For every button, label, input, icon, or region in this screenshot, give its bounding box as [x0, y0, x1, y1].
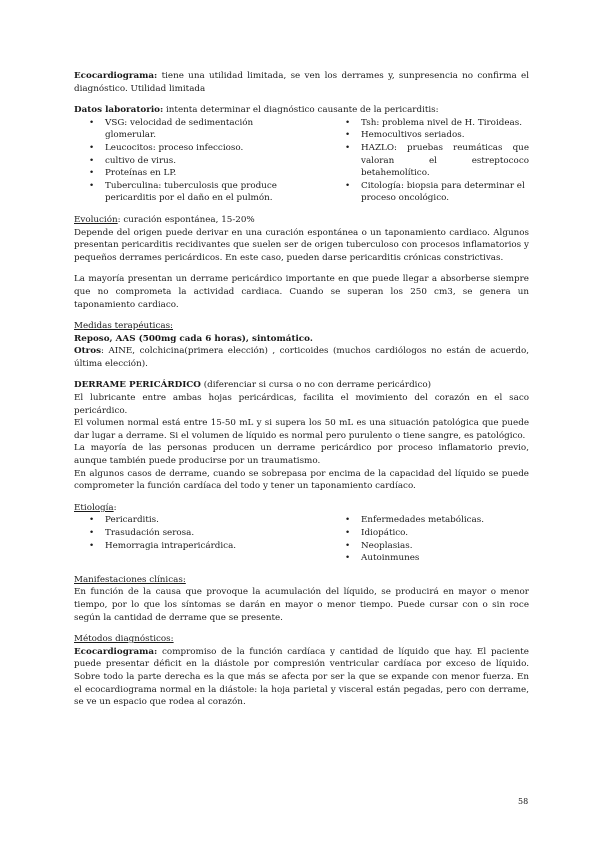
list-item: • Citología: biopsia para determinar el proceso oncológico. — [341, 180, 529, 205]
ecocardiograma-text: tiene una utilidad limitada, se ven los derrames y, sunpresencia no confirma el diagnóstico. Utilidad limitada — [74, 71, 529, 94]
metodos-eco-label: Ecocardiograma: — [74, 646, 158, 657]
evolucion-heading: Evolución — [74, 214, 118, 225]
etiologia-heading: Etiología — [74, 502, 114, 513]
etiologia-columns — [74, 514, 529, 564]
medidas-terapeuticas-section — [74, 320, 529, 370]
datos-laboratorio-text: intenta determinar el diagnóstico causante de la pericarditis: — [163, 105, 439, 116]
evolucion-paragraph-2: La mayoría presentan un derrame pericárdico importante en que puede llegar a absorberse siempre que no comprometa la actividad cardiaca. Cuando se superan los 250 cm3, se genera un taponamiento cardiaco. — [74, 274, 529, 310]
list-item: • Proteínas en LP. — [85, 167, 297, 180]
manifestaciones-text: En función de la causa que provoque la acumulación del líquido, se producirá en mayor o menor tiempo, por lo que los síntomas se darán en mayor o menor tiempo. Puede cursar con o sin roce según la cantidad de derrame que se presente. — [74, 587, 529, 623]
evolucion-section — [74, 214, 529, 311]
ecocardiograma-label: Ecocardiograma: — [74, 71, 158, 81]
list-item: • Idiopático. — [341, 527, 529, 540]
medidas-reposo: Reposo, AAS (500mg cada 6 horas), sintomático. — [74, 333, 313, 344]
derrame-paragraph-3: La mayoría de las personas producen un derrame pericárdico por proceso inflamatorio previo, aunque también puede producirse por un traumatismo. — [74, 443, 529, 467]
page-number: 58 — [518, 797, 529, 806]
derrame-heading-note: (diferenciar si cursa o no con derrame pericárdico) — [200, 380, 432, 391]
list-item: • HAZLO: pruebas reumáticas que valoran el estreptococo betahemolítico. — [341, 142, 529, 180]
list-item: • Trasudación serosa. — [85, 527, 297, 540]
datos-laboratorio-label: Datos laboratorio: — [74, 105, 164, 116]
metodos-section — [74, 633, 529, 709]
derrame-pericardico-section — [74, 379, 529, 492]
lab-tests-list-left — [74, 117, 297, 205]
etiologia-section: Etiología: • Pericarditis. • Trasudación serosa. • Hemorragia intrapericárdica. • Enfermedades metabólicas. • Idiopático. • Neoplasias. • Autoinmunes — [74, 502, 529, 565]
list-item: • Tsh: problema nivel de H. Tiroideas. — [341, 117, 529, 130]
etiologia-list-right — [330, 514, 529, 564]
derrame-paragraph-1: El lubricante entre ambas hojas pericárdicas, facilita el movimiento del corazón en el saco pericárdico. — [74, 393, 529, 416]
list-item: • Neoplasias. — [341, 540, 529, 553]
lab-tests-list-right — [330, 117, 529, 205]
list-item: • Autoinmunes — [341, 552, 529, 565]
lab-tests-columns — [74, 117, 529, 205]
list-item: • cultivo de virus. — [85, 155, 297, 168]
list-item: • Hemorragia intrapericárdica. — [85, 540, 297, 553]
list-item: • Enfermedades metabólicas. — [341, 514, 529, 527]
etiologia-list-left — [74, 514, 297, 564]
derrame-paragraph-4: En algunos casos de derrame, cuando se sobrepasa por encima de la capacidad del líquido se puede comprometer la función cardíaca del todo y tener un taponamiento cardíaco. — [74, 468, 529, 492]
evolucion-paragraph-1: Depende del origen puede derivar en una curación espontánea o un taponamiento cardiaco. Algunos presentan pericarditis recidivantes que suelen ser de origen tuberculoso con procesos inflamatorios y pequeños derrames pericárdicos. En este caso, pueden darse pericarditis crónicas constrictivas. — [74, 227, 529, 263]
metodos-heading: Métodos diagnósticos: — [74, 634, 174, 645]
document-page — [74, 70, 529, 718]
otros-text: : AINE, colchicina(primera elección) , corticoides (muchos cardiólogos no están de acuerdo, última elección). — [74, 346, 529, 369]
manifestaciones-heading: Manifestaciones clínicas: — [74, 574, 186, 585]
list-item: • VSG: velocidad de sedimentación glomerular. — [85, 117, 297, 142]
derrame-paragraph-2: El volumen normal está entre 15-50 mL y si supera los 50 mL es una situación patológica que puede dar lugar a derrame. Si el volumen de líquido es normal pero purulento o tiene sangre, es patológico. — [74, 418, 529, 441]
medidas-heading: Medidas terapéuticas: — [74, 321, 174, 332]
list-item: • Pericarditis. — [85, 514, 297, 527]
list-item: • Hemocultivos seriados. — [341, 129, 529, 142]
list-item: • Leucocitos: proceso infeccioso. — [85, 142, 297, 155]
evolucion-heading-rest: : curación espontánea, 15-20% — [117, 214, 255, 225]
manifestaciones-section — [74, 574, 529, 624]
datos-laboratorio-section — [74, 104, 529, 205]
otros-label: Otros — [74, 346, 102, 357]
ecocardiograma-section — [74, 70, 529, 95]
derrame-heading: DERRAME PERICÁRDICO — [74, 380, 201, 391]
list-item: • Tuberculina: tuberculosis que produce pericarditis por el daño en el pulmón. — [85, 180, 297, 205]
metodos-eco-text: compromiso de la función cardíaca y cantidad de líquido que hay. El paciente puede presentar déficit en la diástole por compresión ventricular cardíaca por exceso de líquido. Sobre todo la parte derecha es la que más se afecta por ser la que se expande con menor fuerza. En el ecocardiograma normal en la diástole: la hoja parietal y visceral están pegadas, pero con derrame, se ve un espacio que rodea al corazón. — [74, 646, 529, 708]
